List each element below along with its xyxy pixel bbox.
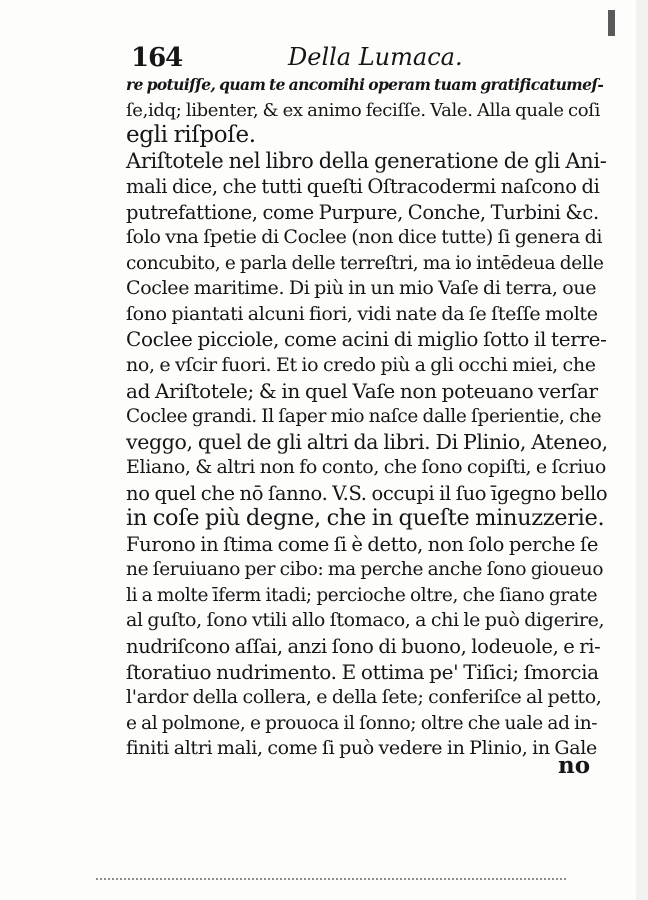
body-text — [126, 72, 606, 762]
running-head: Della Lumaca. — [288, 43, 463, 71]
page-header — [0, 41, 648, 75]
text-line: ſe,idq; libenter, & ex animo feciſſe. Vale. Alla quale coſi — [126, 99, 600, 121]
text-line: Coclee picciole, come acini di miglio ſotto il terre- — [126, 327, 607, 352]
text-line: e al polmone, e prouoca il ſonno; oltre che uale ad in- — [126, 712, 598, 734]
text-line: egli riſpoſe. — [126, 122, 256, 149]
text-line: Coclee grandi. Il ſaper mio naſce dalle ſperientie, che — [126, 406, 602, 428]
text-line: no quel che nō ſanno. V.S. occupi il ſuo īgegno bello — [126, 481, 608, 505]
text-line: ſono piantati alcuni fiori, vidi nate da ſe ſteſſe molte — [126, 302, 598, 325]
text-line: Coclee maritime. Di più in un mio Vaſe di terra, oue — [126, 277, 597, 300]
text-line: ne ſeruiuano per cibo: ma perche anche ſono gioueuo — [126, 559, 604, 581]
text-line: li a molte īferm itadi; percioche oltre, che ſiano grate — [126, 584, 598, 606]
catchword: no — [558, 752, 591, 779]
text-line: Eliano, & altri non fo conto, che ſono copiſti, e ſcriuo — [126, 456, 606, 479]
text-line: Ariſtotele nel libro della generatione de gli Ani- — [126, 148, 607, 173]
corner-mark — [608, 10, 615, 36]
text-line: al guſto, ſono vtili allo ſtomaco, a chi le può digerire, — [126, 609, 605, 632]
text-line: re potuiſſe, quam te ancomihi operam tuam gratificatumeſ- — [126, 75, 604, 94]
page-edge-shadow — [636, 0, 648, 900]
page-number: 164 — [131, 43, 183, 73]
text-line: in coſe più degne, che in queſte minuzzerie. — [126, 505, 605, 532]
text-line: nudriſcono aſſai, anzi ſono di buono, lodeuole, e ri- — [126, 635, 601, 659]
text-line: ad Ariſtotele; & in quel Vaſe non poteuano verſar — [126, 378, 598, 403]
text-line: veggo, quel de gli altri da libri. Di Plinio, Ateneo, — [126, 429, 608, 454]
footer-rule — [96, 878, 566, 880]
text-line: mali dice, che tutti queſti Oſtracodermi naſcono di — [126, 175, 600, 199]
text-line: finiti altri mali, come ſi può vedere in Plinio, in Gale — [126, 737, 597, 760]
text-line: l'ardor della collera, e della ſete; conferiſce al petto, — [126, 686, 602, 709]
text-line: no, e vſcir fuori. Et io credo più a gli occhi miei, che — [126, 354, 596, 377]
text-line: ſolo vna ſpetie di Coclee (non dice tutte) ſi genera di — [126, 226, 603, 249]
text-line: putrefattione, come Purpure, Conche, Turbini &c. — [126, 200, 599, 224]
text-line: ſtoratiuo nudrimento. E ottima pe' Tiſici; ſmorcia — [126, 659, 599, 684]
text-line: Furono in ſtima come ſi è detto, non ſolo perche ſe — [126, 532, 599, 556]
text-line: concubito, e parla delle terreſtri, ma io intēdeua delle — [126, 252, 604, 274]
